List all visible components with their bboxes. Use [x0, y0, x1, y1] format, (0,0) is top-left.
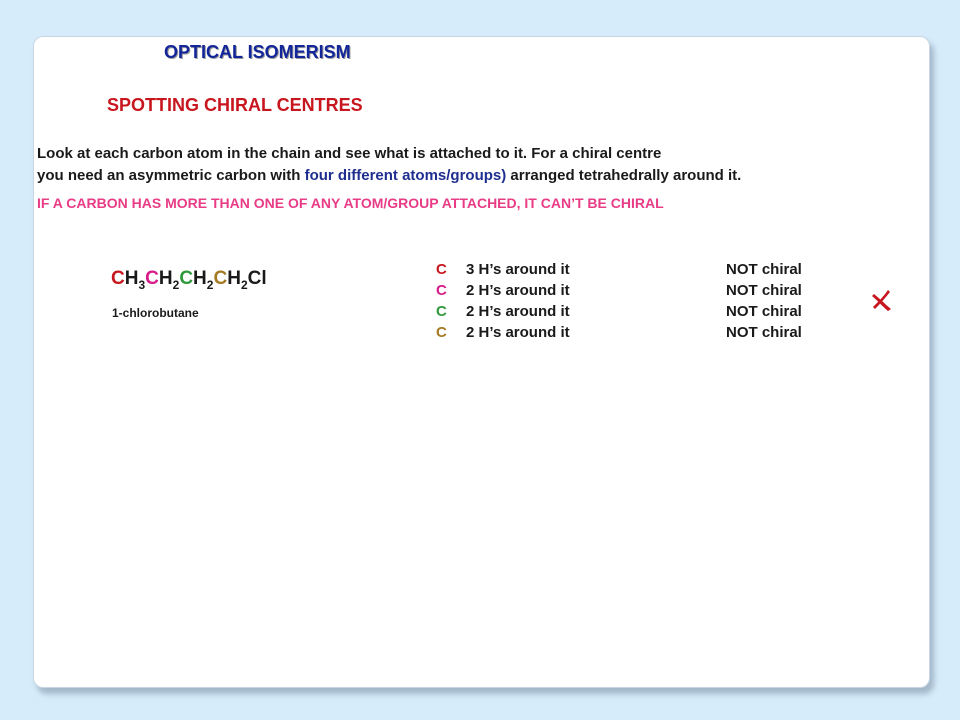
formula-subscript: 2 — [172, 277, 180, 292]
formula-hydrogen: H — [227, 268, 241, 289]
slide-card — [33, 36, 930, 688]
carbon-symbol: C — [436, 324, 447, 341]
formula-carbon-1: C — [111, 268, 125, 289]
carbon-symbol: C — [436, 282, 447, 299]
carbon-verdict: NOT chiral — [726, 282, 802, 299]
carbon-description: 3 H’s around it — [466, 261, 570, 278]
carbon-analysis-row — [436, 282, 836, 302]
cross-mark-icon — [871, 289, 895, 313]
intro-line-2-start: you need an asymmetric carbon with — [37, 167, 305, 184]
intro-line-2-end: arranged tetrahedrally around it. — [506, 167, 742, 184]
carbon-verdict: NOT chiral — [726, 261, 802, 278]
carbon-symbol: C — [436, 303, 447, 320]
intro-highlight: four different atoms/groups) — [304, 167, 507, 184]
formula-hydrogen: H — [124, 268, 139, 289]
intro-text — [37, 143, 937, 187]
formula-subscript: 2 — [240, 277, 248, 292]
carbon-symbol: C — [436, 261, 447, 278]
formula-hydrogen: H — [193, 268, 207, 289]
carbon-description: 2 H’s around it — [466, 303, 570, 320]
carbon-verdict: NOT chiral — [726, 303, 802, 320]
carbon-description: 2 H’s around it — [466, 324, 570, 341]
carbon-description: 2 H’s around it — [466, 282, 570, 299]
formula-hydrogen: H — [158, 268, 173, 289]
structural-formula — [111, 268, 267, 292]
intro-line-2 — [37, 165, 937, 187]
slide-title: OPTICAL ISOMERISM — [164, 42, 351, 62]
formula-chlorine: Cl — [247, 268, 267, 289]
intro-line-1: Look at each carbon atom in the chain and see what is attached to it. For a chiral centre — [37, 145, 662, 162]
carbon-verdict: NOT chiral — [726, 324, 802, 341]
compound-name: 1-chlorobutane — [112, 306, 199, 320]
carbon-analysis-row — [436, 303, 836, 323]
chirality-rule: IF A CARBON HAS MORE THAN ONE OF ANY ATOM/GROUP ATTACHED, IT CAN’T BE CHIRAL — [37, 195, 664, 211]
slide-subtitle: SPOTTING CHIRAL CENTRES — [107, 95, 363, 115]
formula-carbon-2: C — [145, 268, 159, 289]
carbon-analysis-row — [436, 261, 836, 281]
formula-carbon-3: C — [179, 268, 194, 289]
carbon-analysis-row — [436, 324, 836, 344]
formula-subscript: 2 — [206, 277, 214, 292]
formula-subscript: 3 — [138, 277, 146, 292]
formula-carbon-4: C — [213, 268, 228, 289]
